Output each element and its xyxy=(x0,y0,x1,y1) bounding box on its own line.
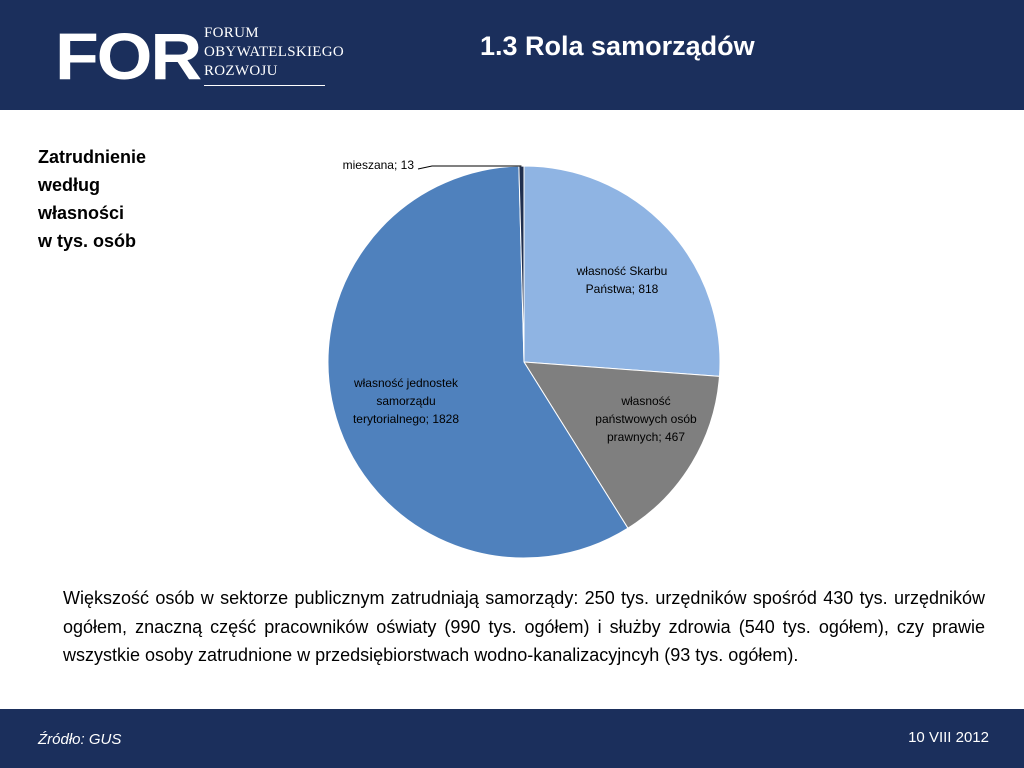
logo-line-1: FORUM xyxy=(204,25,259,41)
source-note: Źródło: GUS xyxy=(38,731,122,748)
logo-letters: FOR xyxy=(55,24,202,90)
summary-paragraph: Większość osób w sektorze publicznym zatrudniają samorządy: 250 tys. urzędników spośród 430 tys. urzędników ogółem, znaczną część pracowników oświaty (990 tys. ogółem) i służby zdrowia (540 tys. ogółem), czy prawie wszystkie osoby zatrudnione w przedsiębiorstwach wodno-kanalizacyjncyh (93 tys. ogółem). xyxy=(63,588,985,665)
caption-line-4: w tys. osób xyxy=(38,231,137,251)
logo-line-2: OBYWATELSKIEGO xyxy=(204,44,345,60)
pie-slice-label-3: własność jednostek samorządu terytorialnego; 1828 xyxy=(352,376,460,426)
pie-slice-label-2: własność państwowych osób prawnych; 467 xyxy=(595,394,697,444)
caption-line-2: według xyxy=(38,175,100,195)
pie-slice-label-1: własność Skarbu Państwa; 818 xyxy=(576,264,668,296)
slide-date: 10 VIII 2012 xyxy=(908,729,989,746)
logo-line-3: ROZWOJU xyxy=(204,63,278,79)
slide-title: 1.3 Rola samorządów xyxy=(480,31,755,61)
slide-footer xyxy=(0,709,1024,768)
caption-line-3: własności xyxy=(38,203,125,223)
pie-slice-label-4: mieszana; 13 xyxy=(342,158,414,172)
caption-line-1: Zatrudnienie xyxy=(38,147,147,167)
